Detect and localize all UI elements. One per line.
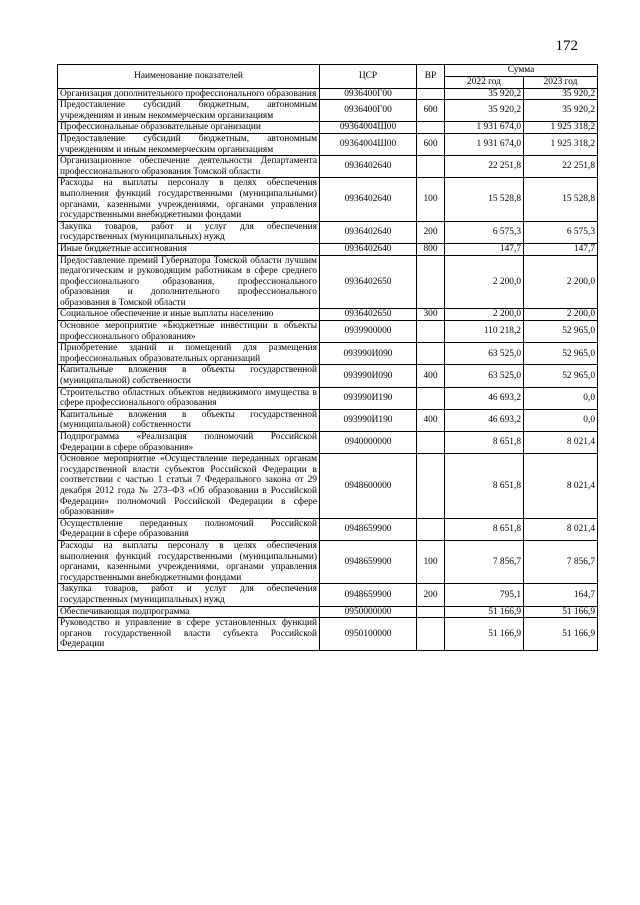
row-sum-2023: 35 920,2	[524, 100, 598, 122]
row-sum-2023: 8 021,4	[524, 432, 598, 454]
page-number: 172	[555, 38, 578, 54]
row-name: Руководство и управление в сфере установленных функций органов государственной власти субъекта Российской Федерации	[58, 618, 320, 651]
row-sum-2023: 35 920,2	[524, 88, 598, 100]
row-name: Предоставление премий Губернатора Томской области лучшим педагогическим и руководящим работникам в сфере среднего профессионального образования, профессионального образования и дополнительного профессионального образования в Томской области	[58, 255, 320, 309]
table-row	[58, 156, 598, 178]
row-sum-2022: 51 166,9	[445, 618, 524, 651]
table-row	[58, 518, 598, 540]
row-name: Организация дополнительного профессионального образования	[58, 88, 320, 100]
table-row	[58, 309, 598, 321]
row-name: Капитальные вложения в объекты государственной (муниципальной) собственности	[58, 365, 320, 387]
row-name: Капитальные вложения в объекты государственной (муниципальной) собственности	[58, 409, 320, 431]
row-vr-code: 200	[417, 584, 445, 606]
row-sum-2022: 8 651,8	[445, 518, 524, 540]
row-name: Расходы на выплаты персоналу в целях обеспечения выполнения функций государственными (муниципальными) органами, казенными учреждениями, органами управления государственными внебюджетными фондами	[58, 540, 320, 583]
header-vr: ВР	[417, 65, 445, 89]
table-row	[58, 432, 598, 454]
row-vr-code	[417, 387, 445, 409]
row-csr-code: 0936400Г00	[320, 88, 417, 100]
table-row	[58, 365, 598, 387]
row-sum-2023: 0,0	[524, 387, 598, 409]
table-row	[58, 454, 598, 519]
row-name: Закупка товаров, работ и услуг для обеспечения государственных (муниципальных) нужд	[58, 584, 320, 606]
row-name: Социальное обеспечение и иные выплаты населению	[58, 309, 320, 321]
row-sum-2022: 15 528,8	[445, 178, 524, 221]
row-csr-code: 0936402640	[320, 178, 417, 221]
row-csr-code: 0936402650	[320, 255, 417, 309]
row-csr-code: 0936402640	[320, 156, 417, 178]
table-row	[58, 343, 598, 365]
row-vr-code	[417, 343, 445, 365]
row-sum-2023: 2 200,0	[524, 309, 598, 321]
row-csr-code: 0939900000	[320, 321, 417, 343]
row-sum-2022: 8 651,8	[445, 432, 524, 454]
row-name: Основное мероприятие «Осуществление переданных органам государственной власти субъектов Российской Федерации в соответствии с частью 1 статьи 7 Федерального закона от 29 декабря 2012 года № 273–ФЗ «Об образовании в Российской Федерации» полномочий Российской Федерации в сфере образования»	[58, 454, 320, 519]
row-vr-code	[417, 454, 445, 519]
row-name: Обеспечивающая подпрограмма	[58, 606, 320, 618]
row-name: Профессиональные образовательные организации	[58, 122, 320, 134]
row-name: Приобретение зданий и помещений для размещения профессиональных образовательных организаций	[58, 343, 320, 365]
row-sum-2023: 2 200,0	[524, 255, 598, 309]
row-name: Закупка товаров, работ и услуг для обеспечения государственных (муниципальных) нужд	[58, 221, 320, 243]
table-body	[58, 88, 598, 650]
row-sum-2022: 1 931 674,0	[445, 133, 524, 155]
row-vr-code	[417, 255, 445, 309]
header-year-2023: 2023 год	[524, 76, 598, 88]
table-row	[58, 122, 598, 134]
row-name: Строительство областных объектов недвижимого имущества в сфере профессионального образования	[58, 387, 320, 409]
row-csr-code: 0950000000	[320, 606, 417, 618]
row-csr-code: 0936402640	[320, 243, 417, 255]
row-sum-2023: 0,0	[524, 409, 598, 431]
table-row	[58, 387, 598, 409]
row-sum-2023: 51 166,9	[524, 606, 598, 618]
row-sum-2023: 15 528,8	[524, 178, 598, 221]
row-sum-2022: 795,1	[445, 584, 524, 606]
table-row	[58, 321, 598, 343]
row-sum-2023: 6 575,3	[524, 221, 598, 243]
row-sum-2022: 8 651,8	[445, 454, 524, 519]
row-name: Предоставление субсидий бюджетным, автономным учреждениям и иным некоммерческим организациям	[58, 100, 320, 122]
row-csr-code: 0936402650	[320, 309, 417, 321]
row-sum-2022: 7 856,7	[445, 540, 524, 583]
row-csr-code: 093990И190	[320, 409, 417, 431]
row-sum-2022: 2 200,0	[445, 309, 524, 321]
table-header	[58, 65, 598, 89]
row-name: Организационное обеспечение деятельности Департамента профессионального образования Томской области	[58, 156, 320, 178]
table-row	[58, 178, 598, 221]
row-vr-code	[417, 432, 445, 454]
row-vr-code: 800	[417, 243, 445, 255]
row-csr-code: 09364004Ш00	[320, 133, 417, 155]
row-sum-2022: 51 166,9	[445, 606, 524, 618]
row-sum-2023: 1 925 318,2	[524, 122, 598, 134]
budget-table	[57, 64, 598, 651]
table-row	[58, 133, 598, 155]
row-csr-code: 093990И090	[320, 343, 417, 365]
row-vr-code: 600	[417, 133, 445, 155]
row-name: Осуществление переданных полномочий Российской Федерации в сфере образования	[58, 518, 320, 540]
row-csr-code: 0950100000	[320, 618, 417, 651]
table-row	[58, 618, 598, 651]
table-row	[58, 221, 598, 243]
row-sum-2023: 7 856,7	[524, 540, 598, 583]
table-row	[58, 88, 598, 100]
row-sum-2022: 63 525,0	[445, 365, 524, 387]
row-vr-code: 200	[417, 221, 445, 243]
row-sum-2023: 51 166,9	[524, 618, 598, 651]
row-sum-2023: 52 965,0	[524, 343, 598, 365]
row-sum-2022: 46 693,2	[445, 387, 524, 409]
row-vr-code	[417, 321, 445, 343]
header-sum: Сумма	[445, 65, 598, 77]
row-vr-code: 400	[417, 409, 445, 431]
table-row	[58, 540, 598, 583]
row-csr-code: 093990И090	[320, 365, 417, 387]
row-sum-2022: 63 525,0	[445, 343, 524, 365]
row-vr-code: 300	[417, 309, 445, 321]
row-vr-code	[417, 606, 445, 618]
row-sum-2023: 8 021,4	[524, 454, 598, 519]
row-sum-2022: 147,7	[445, 243, 524, 255]
row-csr-code: 09364004Ш00	[320, 122, 417, 134]
row-sum-2023: 147,7	[524, 243, 598, 255]
table-row	[58, 606, 598, 618]
header-year-2022: 2022 год	[445, 76, 524, 88]
row-sum-2023: 22 251,8	[524, 156, 598, 178]
row-sum-2022: 46 693,2	[445, 409, 524, 431]
row-csr-code: 0940000000	[320, 432, 417, 454]
row-csr-code: 0948659900	[320, 518, 417, 540]
row-csr-code: 093990И190	[320, 387, 417, 409]
row-name: Иные бюджетные ассигнования	[58, 243, 320, 255]
row-vr-code: 400	[417, 365, 445, 387]
row-sum-2023: 52 965,0	[524, 321, 598, 343]
row-sum-2022: 35 920,2	[445, 88, 524, 100]
row-sum-2023: 52 965,0	[524, 365, 598, 387]
row-sum-2022: 22 251,8	[445, 156, 524, 178]
row-csr-code: 0948600000	[320, 454, 417, 519]
row-sum-2022: 2 200,0	[445, 255, 524, 309]
row-vr-code	[417, 156, 445, 178]
row-sum-2022: 1 931 674,0	[445, 122, 524, 134]
row-vr-code: 100	[417, 178, 445, 221]
row-csr-code: 0948659900	[320, 540, 417, 583]
table-row	[58, 255, 598, 309]
row-vr-code: 100	[417, 540, 445, 583]
row-csr-code: 0948659900	[320, 584, 417, 606]
header-name: Наименование показателей	[58, 65, 320, 89]
header-csr: ЦСР	[320, 65, 417, 89]
table-row	[58, 243, 598, 255]
row-sum-2022: 35 920,2	[445, 100, 524, 122]
row-name: Основное мероприятие «Бюджетные инвестиции в объекты профессионального образования»	[58, 321, 320, 343]
row-sum-2023: 1 925 318,2	[524, 133, 598, 155]
row-vr-code	[417, 88, 445, 100]
row-name: Подпрограмма «Реализация полномочий Российской Федерации в сфере образования»	[58, 432, 320, 454]
row-vr-code	[417, 518, 445, 540]
row-vr-code	[417, 122, 445, 134]
row-sum-2023: 8 021,4	[524, 518, 598, 540]
table-row	[58, 100, 598, 122]
table-row	[58, 409, 598, 431]
row-name: Предоставление субсидий бюджетным, автономным учреждениям и иным некоммерческим организациям	[58, 133, 320, 155]
row-name: Расходы на выплаты персоналу в целях обеспечения выполнения функций государственными (муниципальными) органами, казенными учреждениями, органами управления государственными внебюджетными фондами	[58, 178, 320, 221]
row-vr-code: 600	[417, 100, 445, 122]
row-csr-code: 0936402640	[320, 221, 417, 243]
row-csr-code: 0936400Г00	[320, 100, 417, 122]
row-sum-2022: 6 575,3	[445, 221, 524, 243]
row-sum-2023: 164,7	[524, 584, 598, 606]
row-vr-code	[417, 618, 445, 651]
row-sum-2022: 110 218,2	[445, 321, 524, 343]
table-row	[58, 584, 598, 606]
